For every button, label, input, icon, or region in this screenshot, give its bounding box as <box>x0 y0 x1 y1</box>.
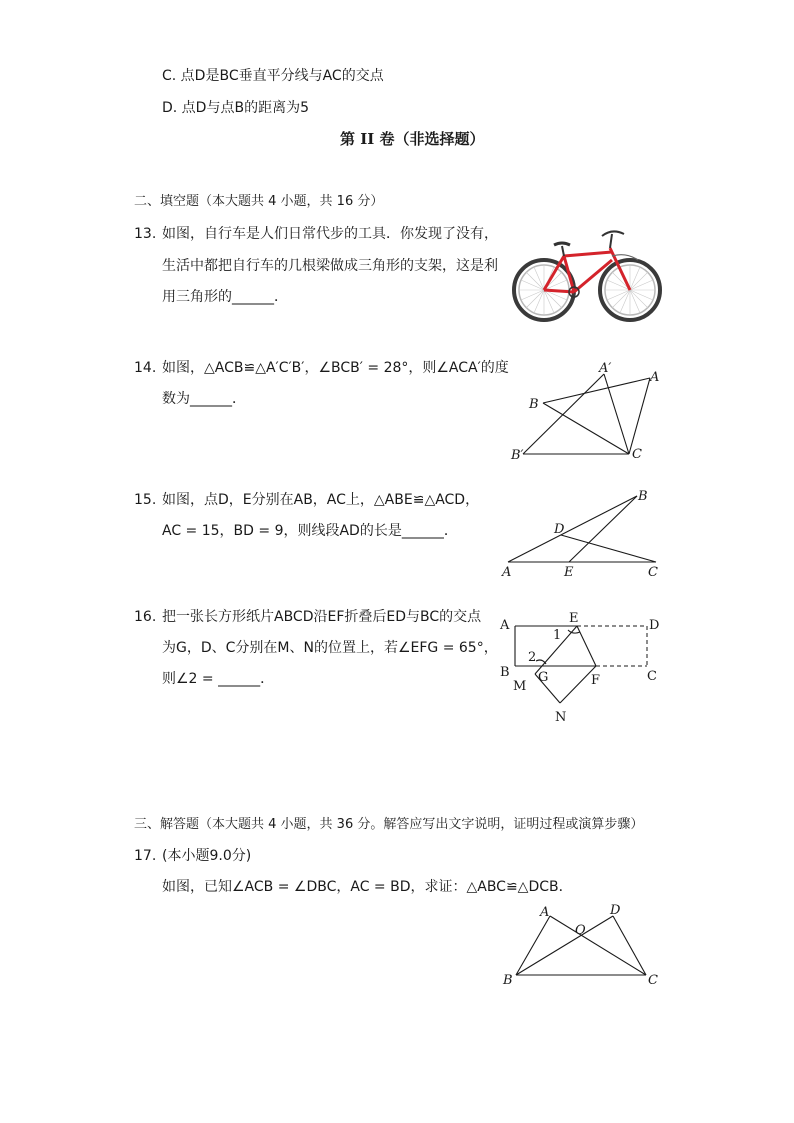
option-c: C. 点D是BC垂直平分线与AC的交点 <box>162 68 384 84</box>
q16-label-n: N <box>555 710 567 725</box>
q14-label-b: B <box>529 397 539 412</box>
q17-line1: 如图，已知∠ACB = ∠DBC，AC = BD，求证：△ABC≌△DCB． <box>162 879 573 895</box>
q15-line2: AC = 15，BD = 9，则线段AD的长是______． <box>162 523 458 539</box>
q15-label-a: A <box>502 565 512 580</box>
q17-label-o: O <box>575 923 586 938</box>
q16-figure <box>496 608 672 726</box>
q15-label-e: E <box>564 565 574 580</box>
q16-label-b: B <box>500 665 510 680</box>
q16-label-d: D <box>649 618 660 633</box>
q15-label-c: C <box>648 565 658 580</box>
q14-label-a-prime: A′ <box>599 361 612 376</box>
q15-lines <box>508 496 656 562</box>
q16-dashed-lines <box>577 626 647 666</box>
q16-line2: 为G，D、C分别在M、N的位置上，若∠EFG = 65°， <box>162 640 498 656</box>
q16-line1: 把一张长方形纸片ABCD沿EF折叠后ED与BC的交点 <box>162 609 482 625</box>
q16-label-a: A <box>500 618 510 633</box>
q15-figure <box>498 486 668 578</box>
volume-title: 第 II 卷（非选择题） <box>340 130 485 148</box>
q17-number: 17. <box>134 848 157 864</box>
q16-label-f: F <box>591 673 601 688</box>
q13-number: 13. <box>134 226 157 242</box>
q17-label-d: D <box>610 903 621 918</box>
q17-figure <box>500 902 666 990</box>
q15-line1: 如图，点D，E分别在AB，AC上，△ABE≌△ACD， <box>162 492 480 508</box>
q14-line2: 数为______． <box>162 391 246 407</box>
q15-label-b: B <box>638 489 648 504</box>
q16-line3: 则∠2 = ______． <box>162 671 275 687</box>
q14-number: 14. <box>134 360 157 376</box>
q14-label-c: C <box>632 447 642 462</box>
q16-label-1: 1 <box>553 628 562 643</box>
q17-label-a: A <box>540 905 550 920</box>
q16-label-m: M <box>513 679 527 694</box>
q14-label-a: A <box>650 370 660 385</box>
q16-label-2: 2 <box>528 650 537 665</box>
q17-label-b: B <box>503 973 513 988</box>
q16-label-g: G <box>538 670 549 685</box>
q13-line2: 生活中都把自行车的几根梁做成三角形的支架，这是利 <box>162 258 498 274</box>
option-d: D. 点D与点B的距离为5 <box>162 100 309 116</box>
section-2-header: 二、填空题（本大题共 4 小题，共 16 分） <box>134 194 384 209</box>
q13-line3: 用三角形的______． <box>162 289 288 305</box>
q17-label-c: C <box>648 973 658 988</box>
q16-label-e: E <box>569 611 579 626</box>
q14-line1: 如图，△ACB≌△A′C′B′，∠BCB′ = 28°，则∠ACA′的度 <box>162 360 509 376</box>
q14-figure <box>505 358 675 466</box>
q14-label-b-prime: B′ <box>511 448 524 463</box>
bicycle-image <box>508 222 664 324</box>
q15-number: 15. <box>134 492 157 508</box>
q17-score: (本小题9.0分) <box>162 848 252 864</box>
q14-triangles <box>523 374 650 454</box>
section-3-header: 三、解答题（本大题共 4 小题，共 36 分。解答应写出文字说明，证明过程或演算步骤） <box>134 817 644 832</box>
q16-number: 16. <box>134 609 157 625</box>
q13-line1: 如图，自行车是人们日常代步的工具．你发现了没有， <box>162 226 498 242</box>
q15-label-d: D <box>554 522 565 537</box>
q16-label-c: C <box>647 669 657 684</box>
